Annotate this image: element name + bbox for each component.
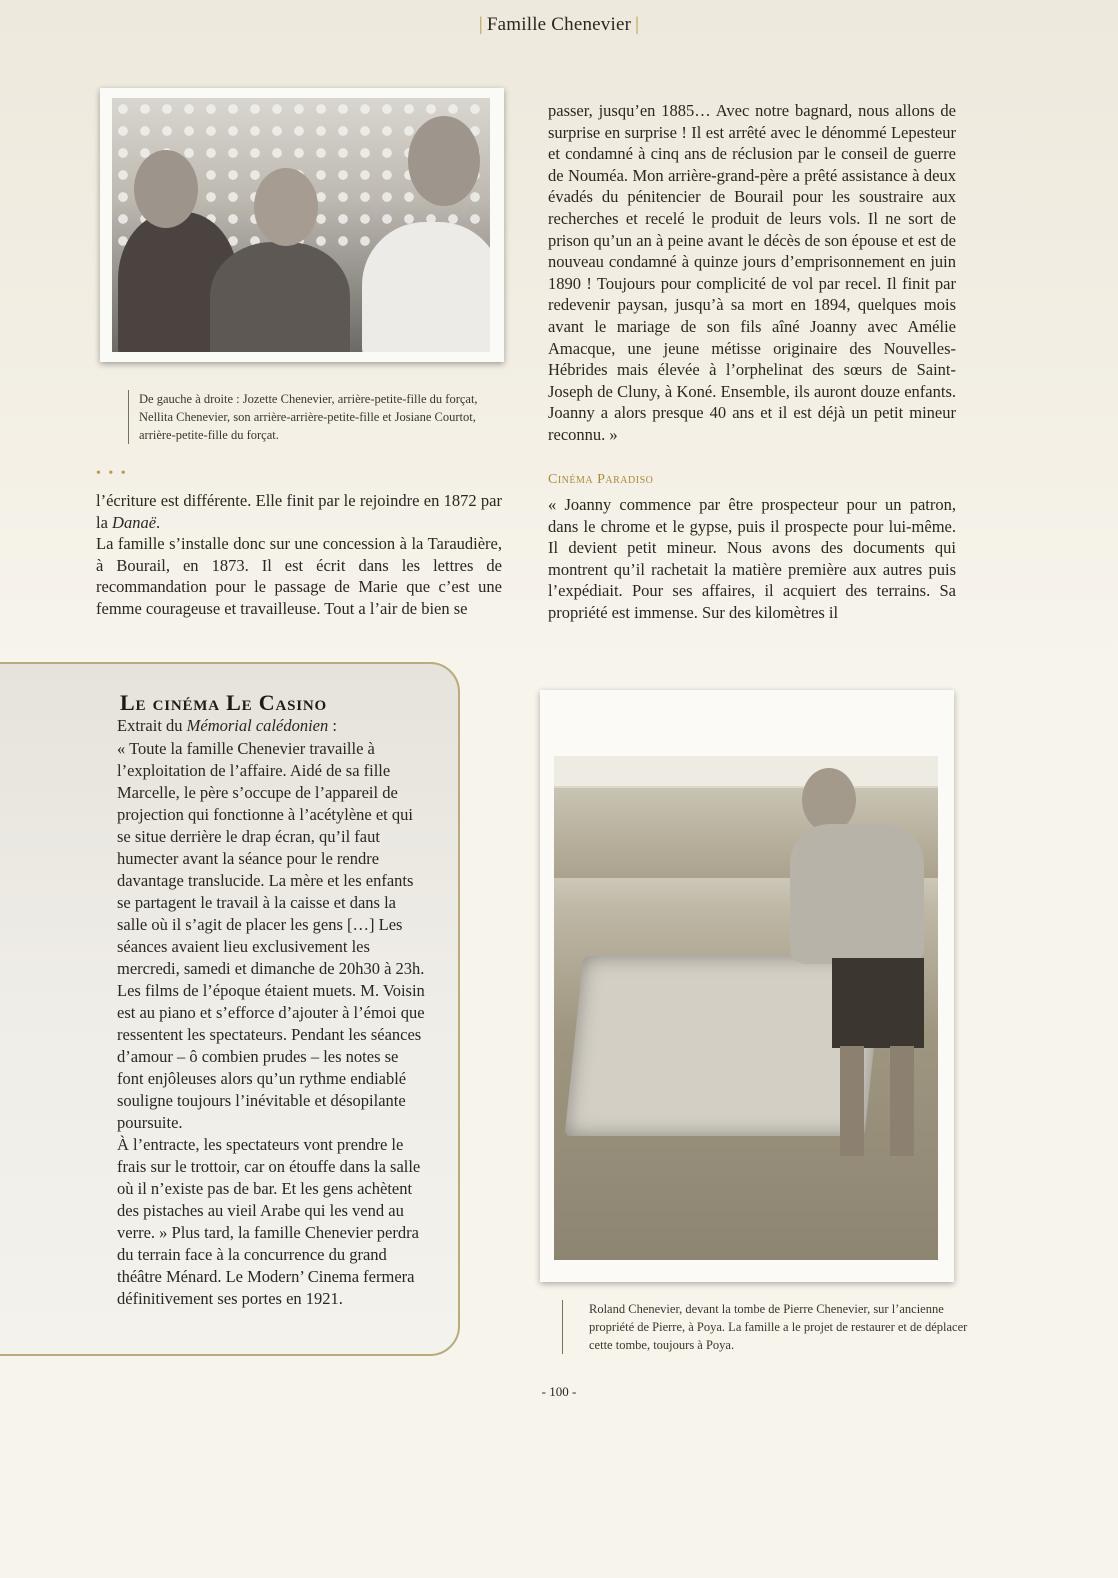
text-column-right-bottom — [548, 494, 956, 624]
man-shirt — [790, 824, 924, 964]
sidebar-paragraph: « Toute la famille Chenevier travaille à l’exploitation de l’affaire. Aidé de sa fille Marcelle, le père s’occupe de l’appareil de projection qui fonctionne à l’acétylène et qui se situe derrière le drap écran, qu’il faut humecter avant la séance pour le rendre davantage translucide. La mère et les enfants se partagent le travail à la caisse et dans la salle où il s’agit de placer les gens […] Les séances avaient lieu exclusivement les mercredi, samedi et dimanche de 20h30 à 23h. Les films de l’époque étaient muets. M. Voisin est au piano et s’efforce d’ajouter à l’émoi que ressentent les spectateurs. Pendant les séances d’amour – ô combien prudes – les notes se font enjôleuses alors qu’un rythme endiablé souligne toujours l’inévitable et désopilante poursuite. — [117, 739, 425, 1132]
sidebar-title: Le cinéma Le Casino — [120, 690, 327, 715]
person-middle — [210, 242, 350, 352]
sky — [554, 756, 938, 786]
photo-caption-top: De gauche à droite : Jozette Chenevier, arrière-petite-fille du forçat, Nellita Chenevier, son arrière-arrière-petite-fille et Josiane Courtot, arrière-petite-fille du forçat. — [128, 390, 499, 444]
head-right — [408, 116, 480, 206]
header-rule-right: | — [635, 14, 640, 35]
running-header — [0, 14, 1118, 36]
text-column-right-top — [548, 100, 956, 446]
paragraph: passer, jusqu’en 1885… Avec notre bagnard, nous allons de surprise en surprise ! Il est arrêté avec le dénommé Lepesteur et condamné à cinq ans de réclusion par le conseil de guerre de Nouméa. Mon arrière-grand-père a prêté assistance à deux évadés du pénitencier de Bourail pour les soustraire aux recherches et recelé le produit de leurs vols. Il ne sort de prison qu’un an à peine avant le décès de son épouse et est de nouveau condamné à quinze jours d’emprisonnement en juin 1890 ! Toujours pour complicité de vol par recel. Il finit par redevenir paysan, jusqu’à sa mort en 1894, quelques mois avant le mariage de son fils aîné Joanny avec Amélie Amacque, une jeune métisse originaire des Nouvelles-Hébrides mais élevée à l’orphelinat des sœurs de Saint-Joseph de Cluny, à Koné. Ensemble, ils auront douze enfants. Joanny a alors presque 40 ans et il est déjà un petit mineur reconnu. » — [548, 101, 956, 444]
header-title: Famille Chenevier — [486, 14, 632, 35]
page-number: - 100 - — [541, 1384, 577, 1399]
section-heading: Cinéma Paradiso — [548, 472, 654, 487]
man-head — [802, 768, 856, 832]
sidebar-body — [117, 738, 427, 1310]
ornament-dots: • • • — [96, 466, 128, 481]
text-column-left — [96, 490, 502, 620]
man-leg — [840, 1046, 864, 1156]
head-left — [134, 150, 198, 228]
paragraph: l’écriture est différente. Elle finit par le rejoindre en 1872 par la Danaë. — [96, 491, 502, 532]
man-leg — [890, 1046, 914, 1156]
sidebar-source: Extrait du Mémorial calédonien : — [117, 716, 337, 735]
person-right — [362, 222, 490, 352]
sidebar-paragraph: À l’entracte, les spectateurs vont prendre le frais sur le trottoir, car on étouffe dans la salle où il n’existe pas de bar. Et les gens achètent des pistaches au vieil Arabe qui les vend au verre. » Plus tard, la famille Chenevier perdra du terrain face à la concurrence du grand théâtre Ménard. Le Modern’ Cinema fermera définitivement ses portes en 1921. — [117, 1135, 421, 1308]
photo-tomb-frame — [540, 690, 954, 1282]
ship-name: Danaë — [112, 512, 157, 532]
head-middle — [254, 168, 318, 246]
photo-tomb — [554, 756, 938, 1260]
header-rule-left: | — [478, 14, 483, 35]
photo-three-women — [112, 98, 490, 352]
paragraph: « Joanny commence par être prospecteur pour un patron, dans le chrome et le gypse, puis il prospecte pour lui-même. Il devient petit mineur. Nous avons des documents qui montrent qu’il rachetait la matière première aux autres puis l’expédiait. Pour ses affaires, il acquiert des terrains. Sa propriété est immense. Sur des kilomètres il — [548, 495, 956, 622]
photo-three-women-frame — [100, 88, 504, 362]
photo-caption-bottom: Roland Chenevier, devant la tombe de Pierre Chenevier, sur l’ancienne propriété de Pierre, à Poya. La famille a le projet de restaurer et de déplacer cette tombe, toujours à Poya. — [562, 1300, 979, 1354]
source-title: Mémorial calédonien — [186, 716, 329, 735]
man-shorts — [832, 958, 924, 1048]
paragraph: La famille s’installe donc sur une concession à la Taraudière, à Bourail, en 1873. Il est écrit dans les lettres de recommandation pour le passage de Marie que c’est une femme courageuse et travailleuse. Tout a l’air de bien se — [96, 534, 502, 618]
